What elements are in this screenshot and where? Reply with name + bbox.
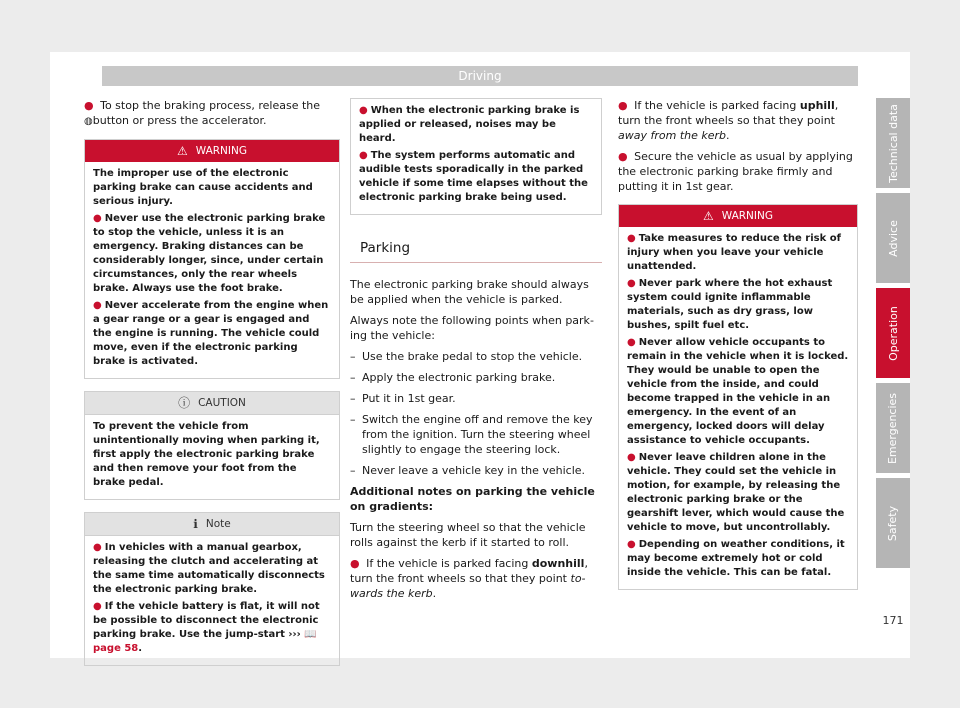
downhill-paragraph: ● If the vehicle is parked facing downhill, turn the front wheels so that they point towards the kerb.: [350, 557, 588, 600]
tab-emergencies[interactable]: Emergencies: [876, 383, 910, 473]
bullet-icon: ●: [627, 452, 636, 463]
column-2: [350, 98, 602, 607]
intro-paragraph: ● To stop the braking process, release the ◍button or press the accelerator.: [84, 99, 321, 127]
paragraph: Turn the steering wheel so that the vehicle rolls against the kerb if it started to roll.: [350, 521, 586, 549]
secure-paragraph: ● Secure the vehicle as usual by applying the electronic parking brake firmly and putting it in 1st gear.: [618, 150, 853, 193]
warning-triangle-icon: ⚠: [177, 144, 188, 158]
list-item: – Apply the electronic parking brake.: [350, 370, 602, 385]
bullet-icon: ●: [359, 150, 368, 161]
tab-technical-data[interactable]: Technical data: [876, 98, 910, 188]
note-box: [84, 512, 340, 666]
bullet-icon: ●: [93, 601, 102, 612]
bullet-icon: ●: [84, 99, 94, 112]
uphill-paragraph: ● If the vehicle is parked facing uphill, turn the front wheels so that they point away from the kerb.: [618, 99, 839, 142]
cross-ref-arrow: ›››: [288, 629, 301, 640]
section-tabs: [876, 98, 910, 573]
bullet-icon: ●: [627, 278, 636, 289]
column-1: [84, 98, 340, 678]
bullet-icon: ●: [627, 337, 636, 348]
note-body: ● In vehicles with a manual gearbox, releasing the clutch and accelerating at the same time automatically disconnects the electronic parking brake. ● If the vehicle battery is flat, it will not be possible to disconnect the electronic parking brake. Use the jump-start ››› 📖 page 58.: [93, 542, 325, 654]
book-icon: 📖: [304, 629, 317, 640]
caution-box: [84, 391, 340, 500]
subheading: Additional notes on parking the vehicle on gradients:: [350, 485, 595, 513]
parking-steps-list: [350, 349, 602, 478]
column-3: [618, 98, 858, 602]
note-header: ℹ Note: [85, 513, 339, 536]
section-title-parking: Parking: [350, 241, 602, 263]
list-item: – Put it in 1st gear.: [350, 391, 602, 406]
warning-header: ⚠ WARNING: [619, 205, 857, 227]
warning-body: The improper use of the electronic parking brake can cause accidents and serious injury. ● Never use the electronic parking brake to stop the vehicle, unless it is an emergency. Braking distances can be considerably longer, since, under certain circumstances, only the rear wheels brake. Always use the foot brake. ● Never accelerate from the engine when a gear range or a gear is engaged and the engine is running. The vehicle could move, even if the electronic parking brake is activated.: [93, 168, 329, 367]
caution-header: ⓘ CAUTION: [85, 392, 339, 415]
page-ref-link[interactable]: page 58: [93, 643, 139, 654]
warning-box: [84, 139, 340, 379]
tab-advice[interactable]: Advice: [876, 193, 910, 283]
parking-brake-icon: ◍: [84, 116, 93, 127]
bullet-icon: ●: [618, 99, 628, 112]
paragraph: Always note the following points when parking the vehicle:: [350, 314, 594, 342]
caution-body: To prevent the vehicle from unintentionally moving when parking it, first apply the electronic parking brake and then remove your foot from the brake pedal.: [93, 421, 320, 488]
bullet-icon: ●: [627, 539, 636, 550]
list-item: – Never leave a vehicle key in the vehicle.: [350, 463, 602, 478]
warning-box-parking: [618, 204, 858, 590]
bullet-icon: ●: [359, 105, 368, 116]
page-number: 171: [882, 614, 904, 627]
warning-header: ⚠ WARNING: [85, 140, 339, 162]
warning-body: ● Take measures to reduce the risk of injury when you leave your vehicle unattended. ● Never park where the hot exhaust system could ignite inflammable materials, such as dry grass, low bushes, spilt fuel etc. ● Never allow vehicle occupants to remain in the vehicle when it is locked. They would be unable to open the vehicle from the inside, and could become trapped in the vehicle in an emergency. In the event of an emergency, locked doors will delay assistance to vehicle occupants. ● Never leave children alone in the vehicle. They could set the vehicle in motion, for example, by releasing the electronic parking brake or the gearshift lever, which would cause the vehicle to move, but uncontrollably. ● Depending on weather conditions, it may become extremely hot or cold inside the vehicle. This can be fatal.: [627, 233, 849, 578]
tab-operation[interactable]: Operation: [876, 288, 910, 378]
info-icon: ℹ: [193, 517, 198, 531]
bullet-icon: ●: [627, 233, 636, 244]
note-continued-box: [350, 98, 602, 215]
tab-safety[interactable]: Safety: [876, 478, 910, 568]
caution-circle-icon: ⓘ: [178, 396, 191, 410]
chapter-header: Driving: [102, 66, 858, 86]
manual-page: [50, 52, 910, 658]
note-continued-body: ● When the electronic parking brake is applied or released, noises may be heard. ● The system performs automatic and audible tests sporadically in the parked vehicle if some time elapses without the electronic parking brake being used.: [359, 105, 588, 203]
paragraph: The electronic parking brake should always be applied when the vehicle is parked.: [350, 278, 589, 306]
bullet-icon: ●: [618, 150, 628, 163]
bullet-icon: ●: [93, 213, 102, 224]
bullet-icon: ●: [93, 542, 102, 553]
bullet-icon: ●: [350, 557, 360, 570]
list-item: – Switch the engine off and remove the key from the ignition. Turn the steering wheel slightly to engage the steering lock.: [350, 412, 602, 457]
bullet-icon: ●: [93, 300, 102, 311]
warning-triangle-icon: ⚠: [703, 209, 714, 223]
list-item: – Use the brake pedal to stop the vehicle.: [350, 349, 602, 364]
